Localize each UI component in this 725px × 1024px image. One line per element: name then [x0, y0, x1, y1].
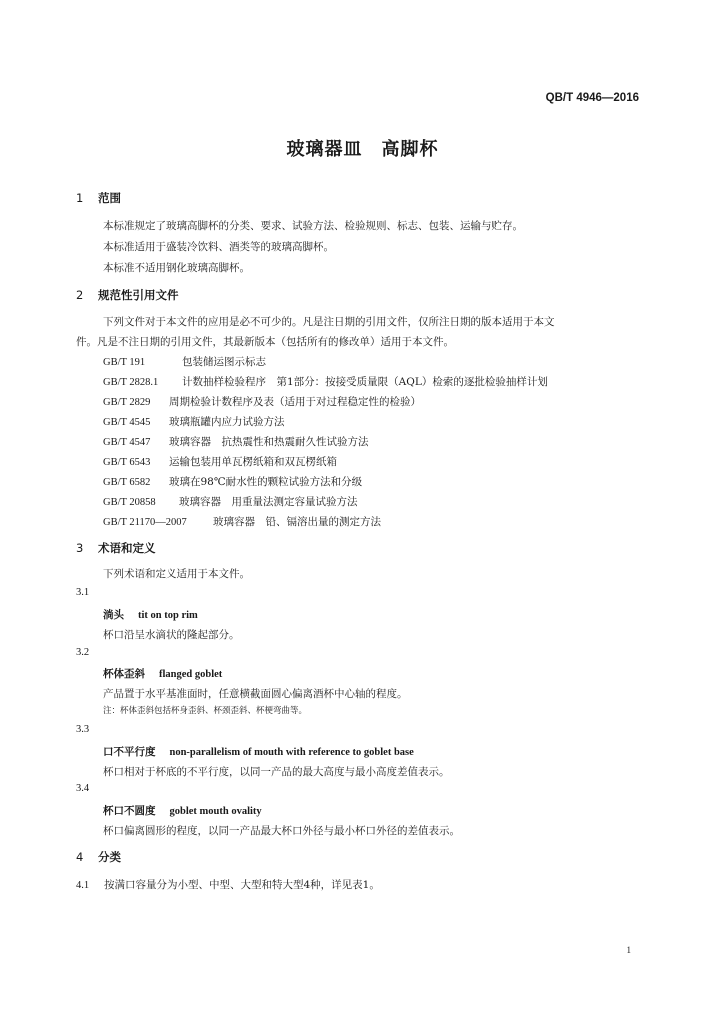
- paragraph: 本标准适用于盛装冷饮料、酒类等的玻璃高脚杯。: [103, 241, 334, 253]
- reference-title: 运输包装用单瓦楞纸箱和双瓦楞纸箱: [169, 456, 337, 468]
- clause-number: 4.1: [76, 880, 90, 891]
- term-heading: [103, 744, 414, 759]
- term-cn: 杯口不圆度: [103, 805, 156, 817]
- section-3-heading: [76, 540, 156, 556]
- reference-code: GB/T 20858: [103, 497, 156, 508]
- reference-code: GB/T 4545: [103, 417, 151, 428]
- clause-4-1: [76, 877, 380, 892]
- reference-title: 玻璃容器 铅、镉溶出量的测定方法: [213, 516, 381, 528]
- reference-item: [103, 494, 358, 509]
- term-heading: [103, 666, 222, 681]
- section-number: 2: [76, 288, 84, 302]
- reference-title: 周期检验计数程序及表（适用于对过程稳定性的检验）: [169, 396, 421, 408]
- reference-title: 包装储运图示标志: [182, 356, 266, 368]
- paragraph: 件。凡是不注日期的引用文件，其最新版本（包括所有的修改单）适用于本文件。: [76, 336, 454, 348]
- term-definition: 杯口偏离圆形的程度，以同一产品最大杯口外径与最小杯口外径的差值表示。: [103, 825, 460, 837]
- term-number: 3.4: [76, 783, 90, 794]
- section-title: 分类: [98, 850, 121, 864]
- reference-code: GB/T 2828.1: [103, 377, 159, 388]
- section-number: 1: [76, 191, 84, 205]
- term-en: non-parallelism of mouth with reference to goblet base: [169, 747, 414, 758]
- term-heading: [103, 607, 198, 622]
- term-cn: 口不平行度: [103, 746, 156, 758]
- reference-code: GB/T 21170—2007: [103, 517, 187, 528]
- reference-item: [103, 394, 421, 409]
- reference-item: [103, 434, 369, 449]
- section-number: 3: [76, 541, 84, 555]
- page-number: 1: [626, 945, 631, 955]
- section-2-heading: [76, 287, 179, 303]
- term-en: goblet mouth ovality: [169, 806, 262, 817]
- document-title: 玻璃器皿 高脚杯: [286, 139, 439, 160]
- paragraph: 下列术语和定义适用于本文件。: [103, 568, 250, 580]
- section-number: 4: [76, 850, 84, 864]
- term-note: 注：杯体歪斜包括杯身歪斜、杯颈歪斜、杯梗弯曲等。: [103, 706, 308, 716]
- reference-title: 玻璃在98℃耐水性的颗粒试验方法和分级: [169, 476, 363, 488]
- term-heading: [103, 803, 262, 818]
- section-title: 范围: [98, 191, 121, 205]
- reference-title: 玻璃瓶罐内应力试验方法: [169, 416, 285, 428]
- term-en: tit on top rim: [138, 610, 198, 621]
- reference-item: [103, 354, 266, 369]
- reference-code: GB/T 4547: [103, 437, 151, 448]
- paragraph: 下列文件对于本文件的应用是必不可少的。凡是注日期的引用文件，仅所注日期的版本适用于本文: [103, 316, 555, 328]
- term-definition: 杯口沿呈水滴状的隆起部分。: [103, 629, 240, 641]
- reference-code: GB/T 2829: [103, 397, 151, 408]
- reference-title: 玻璃容器 用重量法测定容量试验方法: [179, 496, 358, 508]
- reference-title: 计数抽样检验程序 第1部分：按接受质量限（AQL）检索的逐批检验抽样计划: [182, 376, 548, 388]
- clause-text: 按满口容量分为小型、中型、大型和特大型4种，详见表1。: [104, 879, 380, 891]
- term-number: 3.2: [76, 647, 90, 658]
- reference-item: [103, 454, 337, 469]
- reference-item: [103, 414, 285, 429]
- paragraph: 本标准不适用钢化玻璃高脚杯。: [103, 262, 250, 274]
- section-4-heading: [76, 849, 121, 865]
- term-cn: 淌头: [103, 609, 124, 621]
- reference-item: [103, 474, 362, 489]
- section-1-heading: [76, 190, 121, 206]
- reference-code: GB/T 6582: [103, 477, 151, 488]
- term-definition: 产品置于水平基准面时，任意横截面圆心偏离酒杯中心轴的程度。: [103, 688, 408, 700]
- standard-number: QB/T 4946—2016: [545, 92, 639, 104]
- term-definition: 杯口相对于杯底的不平行度，以同一产品的最大高度与最小高度差值表示。: [103, 766, 450, 778]
- section-title: 术语和定义: [98, 541, 156, 555]
- term-number: 3.1: [76, 587, 90, 598]
- term-en: flanged goblet: [159, 669, 223, 680]
- reference-item: [103, 514, 381, 529]
- reference-title: 玻璃容器 抗热震性和热震耐久性试验方法: [169, 436, 369, 448]
- term-cn: 杯体歪斜: [103, 668, 145, 680]
- reference-item: [103, 374, 548, 389]
- reference-code: GB/T 6543: [103, 457, 151, 468]
- reference-code: GB/T 191: [103, 357, 146, 368]
- section-title: 规范性引用文件: [98, 288, 179, 302]
- term-number: 3.3: [76, 724, 90, 735]
- paragraph: 本标准规定了玻璃高脚杯的分类、要求、试验方法、检验规则、标志、包装、运输与贮存。: [103, 220, 523, 232]
